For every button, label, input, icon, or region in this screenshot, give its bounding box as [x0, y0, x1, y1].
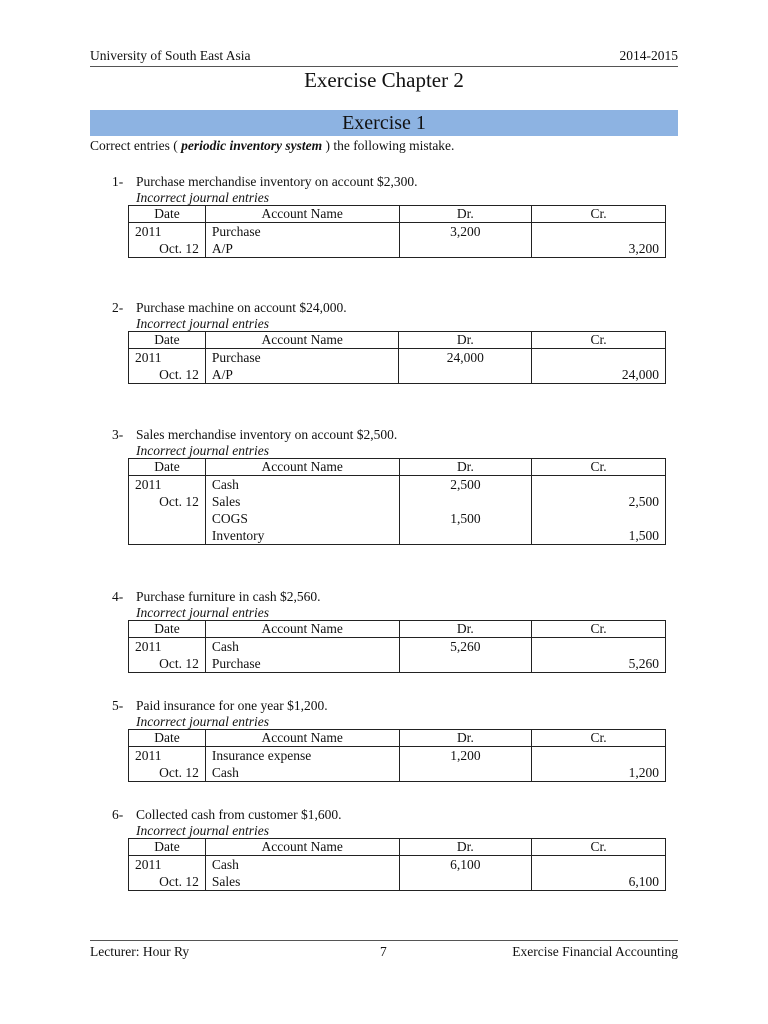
- cell-debit: 5,260: [399, 638, 532, 656]
- cell-debit: [399, 764, 532, 782]
- cell-date: 2011: [129, 223, 206, 241]
- cell-account: COGS: [205, 510, 399, 527]
- exercise-question: [112, 698, 666, 714]
- journal-table: [128, 729, 666, 782]
- cell-debit: 1,200: [399, 747, 532, 765]
- col-debit: Dr.: [399, 206, 532, 223]
- table-row: [129, 638, 666, 656]
- intro-pre: Correct entries (: [90, 138, 182, 153]
- exercise-item: [112, 698, 666, 782]
- exercise-number: 2-: [112, 300, 124, 315]
- col-debit: Dr.: [399, 459, 532, 476]
- exercise-question: [112, 589, 666, 605]
- cell-account: A/P: [205, 366, 399, 384]
- exercise-question: [112, 300, 666, 316]
- header-university: University of South East Asia: [90, 48, 251, 63]
- exercise-item: [112, 174, 666, 258]
- cell-credit: [532, 856, 666, 874]
- cell-account: Inventory: [205, 527, 399, 545]
- cell-date: 2011: [129, 747, 206, 765]
- page-footer: [90, 940, 678, 961]
- exercise-item: [112, 807, 666, 891]
- table-row: [129, 873, 666, 891]
- footer-lecturer: Lecturer: Hour Ry: [90, 944, 190, 959]
- cell-debit: 3,200: [399, 223, 532, 241]
- page-title: Exercise Chapter 2: [304, 68, 464, 92]
- cell-date: Oct. 12: [129, 764, 206, 782]
- table-header-row: [129, 459, 666, 476]
- cell-date: 2011: [129, 638, 206, 656]
- col-debit: Dr.: [399, 332, 532, 349]
- journal-table: [128, 458, 666, 545]
- col-date: Date: [129, 839, 206, 856]
- col-account: Account Name: [205, 459, 399, 476]
- cell-account: Cash: [205, 856, 399, 874]
- table-header-row: [129, 839, 666, 856]
- exercise-item: [112, 427, 666, 545]
- col-credit: Cr.: [532, 730, 666, 747]
- col-account: Account Name: [205, 839, 399, 856]
- cell-credit: 3,200: [532, 240, 666, 258]
- cell-credit: [532, 747, 666, 765]
- col-date: Date: [129, 730, 206, 747]
- exercise-text: Purchase merchandise inventory on account $2,300.: [136, 174, 418, 189]
- cell-date: Oct. 12: [129, 873, 206, 891]
- table-header-row: [129, 730, 666, 747]
- exercise-banner: Exercise 1: [90, 110, 678, 136]
- table-row: [129, 366, 666, 384]
- cell-account: Insurance expense: [205, 747, 399, 765]
- cell-credit: [532, 476, 666, 494]
- cell-account: Sales: [205, 493, 399, 510]
- header-year: 2014-2015: [619, 48, 678, 63]
- exercise-text: Purchase machine on account $24,000.: [136, 300, 347, 315]
- cell-date: Oct. 12: [129, 366, 206, 384]
- col-account: Account Name: [205, 621, 399, 638]
- exercise-question: [112, 807, 666, 823]
- cell-credit: [532, 349, 666, 367]
- cell-date: Oct. 12: [129, 493, 206, 510]
- cell-account: Cash: [205, 764, 399, 782]
- cell-credit: [532, 223, 666, 241]
- cell-credit: 6,100: [532, 873, 666, 891]
- exercise-subtitle: Incorrect journal entries: [136, 605, 269, 620]
- cell-account: Purchase: [205, 655, 399, 673]
- cell-date: [129, 510, 206, 527]
- cell-date: [129, 527, 206, 545]
- table-row: [129, 527, 666, 545]
- table-row: [129, 856, 666, 874]
- exercise-item: [112, 589, 666, 673]
- col-credit: Cr.: [532, 332, 666, 349]
- cell-date: 2011: [129, 856, 206, 874]
- table-row: [129, 476, 666, 494]
- col-account: Account Name: [205, 332, 399, 349]
- exercise-subtitle: Incorrect journal entries: [136, 190, 269, 205]
- col-debit: Dr.: [399, 621, 532, 638]
- journal-table: [128, 620, 666, 673]
- col-debit: Dr.: [399, 730, 532, 747]
- exercise-subtitle: Incorrect journal entries: [136, 714, 269, 729]
- cell-account: A/P: [205, 240, 399, 258]
- col-credit: Cr.: [532, 459, 666, 476]
- table-row: [129, 747, 666, 765]
- journal-table: [128, 205, 666, 258]
- table-row: [129, 493, 666, 510]
- cell-debit: [399, 366, 532, 384]
- exercise-subtitle: Incorrect journal entries: [136, 823, 269, 838]
- cell-credit: 2,500: [532, 493, 666, 510]
- exercise-text: Paid insurance for one year $1,200.: [136, 698, 328, 713]
- cell-debit: 6,100: [399, 856, 532, 874]
- exercise-number: 6-: [112, 807, 124, 822]
- cell-account: Purchase: [205, 223, 399, 241]
- exercise-question: [112, 174, 666, 190]
- cell-debit: 2,500: [399, 476, 532, 494]
- table-row: [129, 223, 666, 241]
- col-credit: Cr.: [532, 839, 666, 856]
- exercise-item: [112, 300, 666, 384]
- page-header: [90, 48, 678, 67]
- col-credit: Cr.: [532, 206, 666, 223]
- cell-date: 2011: [129, 349, 206, 367]
- cell-debit: [399, 493, 532, 510]
- cell-date: 2011: [129, 476, 206, 494]
- cell-date: Oct. 12: [129, 655, 206, 673]
- table-row: [129, 764, 666, 782]
- intro-emphasis: periodic inventory system: [181, 138, 323, 153]
- exercise-number: 5-: [112, 698, 124, 713]
- cell-account: Cash: [205, 638, 399, 656]
- col-date: Date: [129, 206, 206, 223]
- exercise-text: Purchase furniture in cash $2,560.: [136, 589, 321, 604]
- journal-table: [128, 331, 666, 384]
- cell-account: Cash: [205, 476, 399, 494]
- col-account: Account Name: [205, 206, 399, 223]
- table-row: [129, 655, 666, 673]
- exercise-subtitle: Incorrect journal entries: [136, 443, 269, 458]
- footer-page-number: 7: [380, 944, 387, 959]
- table-header-row: [129, 206, 666, 223]
- exercise-text: Collected cash from customer $1,600.: [136, 807, 342, 822]
- exercise-number: 4-: [112, 589, 124, 604]
- cell-date: Oct. 12: [129, 240, 206, 258]
- journal-table: [128, 838, 666, 891]
- cell-credit: 24,000: [532, 366, 666, 384]
- cell-account: Sales: [205, 873, 399, 891]
- cell-debit: [399, 240, 532, 258]
- cell-credit: 5,260: [532, 655, 666, 673]
- cell-debit: [399, 873, 532, 891]
- cell-credit: 1,500: [532, 527, 666, 545]
- col-date: Date: [129, 621, 206, 638]
- col-debit: Dr.: [399, 839, 532, 856]
- cell-debit: 1,500: [399, 510, 532, 527]
- exercise-subtitle: Incorrect journal entries: [136, 316, 269, 331]
- cell-debit: 24,000: [399, 349, 532, 367]
- cell-credit: [532, 638, 666, 656]
- exercise-number: 1-: [112, 174, 124, 189]
- col-credit: Cr.: [532, 621, 666, 638]
- exercise-question: [112, 427, 666, 443]
- table-header-row: [129, 332, 666, 349]
- cell-debit: [399, 655, 532, 673]
- cell-credit: 1,200: [532, 764, 666, 782]
- intro-post: ) the following mistake.: [322, 138, 455, 153]
- col-account: Account Name: [205, 730, 399, 747]
- table-row: [129, 349, 666, 367]
- table-row: [129, 240, 666, 258]
- intro-text: [90, 138, 454, 154]
- cell-account: Purchase: [205, 349, 399, 367]
- col-date: Date: [129, 459, 206, 476]
- table-header-row: [129, 621, 666, 638]
- table-row: [129, 510, 666, 527]
- exercise-number: 3-: [112, 427, 124, 442]
- cell-credit: [532, 510, 666, 527]
- exercise-text: Sales merchandise inventory on account $2,500.: [136, 427, 398, 442]
- col-date: Date: [129, 332, 206, 349]
- footer-course: Exercise Financial Accounting: [512, 944, 678, 959]
- cell-debit: [399, 527, 532, 545]
